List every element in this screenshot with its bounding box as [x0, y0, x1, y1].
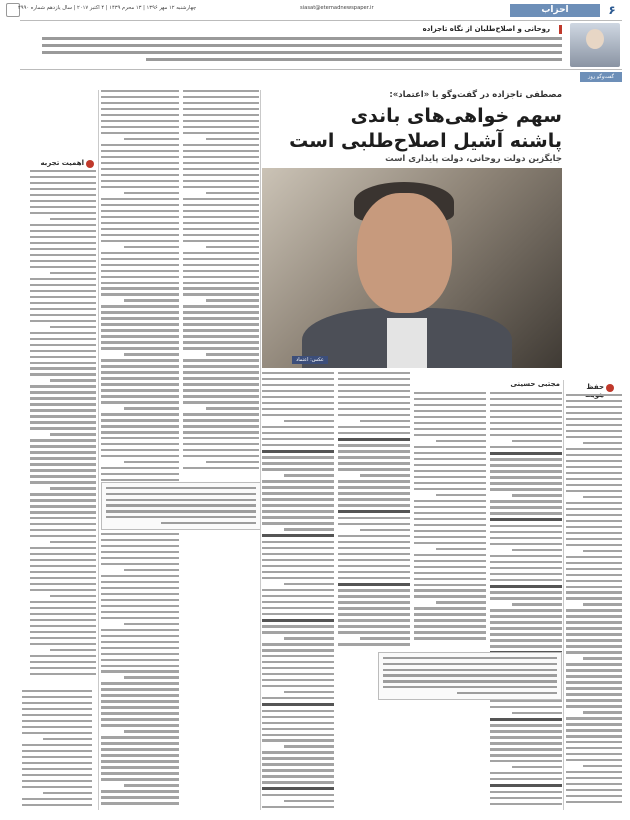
photo-credit: عکس: اعتماد: [292, 356, 328, 364]
text-column-3: [262, 372, 334, 812]
page-header: [0, 0, 630, 20]
side-left-marker: [86, 160, 94, 168]
side-right-marker: [606, 384, 614, 392]
article-subhead: جایگزین دولت روحانی، دولت پایداری است: [385, 154, 562, 164]
side-left-title: اهمیت تجربه: [40, 159, 84, 167]
side-left-text: [30, 170, 96, 679]
date-line: چهارشنبه ۱۲ مهر ۱۳۹۶ | ۱۳ محرم ۱۴۳۹ | ۴ اکتبر ۲۰۱۷ | سال یازدهم شماره ۲۹۹۰: [18, 5, 197, 11]
text-column-6: [490, 392, 562, 809]
headline-line-1: سهم خواهی‌های باندی: [350, 105, 562, 127]
top-note-title: روحانی و اصلاح‌طلبان از نگاه تاجزاده: [422, 25, 550, 33]
page-number: ۶: [608, 3, 616, 17]
portrait-photo: [570, 23, 620, 67]
column-divider: [563, 380, 564, 810]
pull-quote-box-2: [378, 652, 562, 700]
title-marker: [559, 25, 562, 34]
text-column-2: [183, 90, 259, 473]
headline-line-2: پاشنه آشیل اصلاح‌طلبی است: [289, 130, 562, 152]
column-divider: [260, 90, 261, 810]
side-left-text-2: [22, 690, 92, 810]
text-column-1: [101, 90, 179, 808]
column-divider: [98, 90, 99, 810]
top-note: [20, 20, 622, 70]
side-right-text: [566, 394, 622, 807]
section-tag: گفت‌وگو روز: [580, 72, 622, 82]
section-title: احزاب: [510, 4, 600, 17]
top-note-text: [42, 37, 562, 65]
article-author: مجتبی حسینی: [510, 380, 560, 388]
article-photo: [262, 168, 562, 368]
text-column-5: [414, 392, 486, 643]
site-email: siasat@etemadnewspaper.ir: [300, 5, 374, 11]
article-kicker: مصطفی تاجزاده در گفت‌وگو با «اعتماد»:: [389, 90, 562, 100]
text-column-4: [338, 372, 410, 649]
article-headline: [262, 104, 562, 154]
pull-quote-box-1: [101, 482, 261, 530]
side-right-title: حفظ: [586, 383, 604, 391]
